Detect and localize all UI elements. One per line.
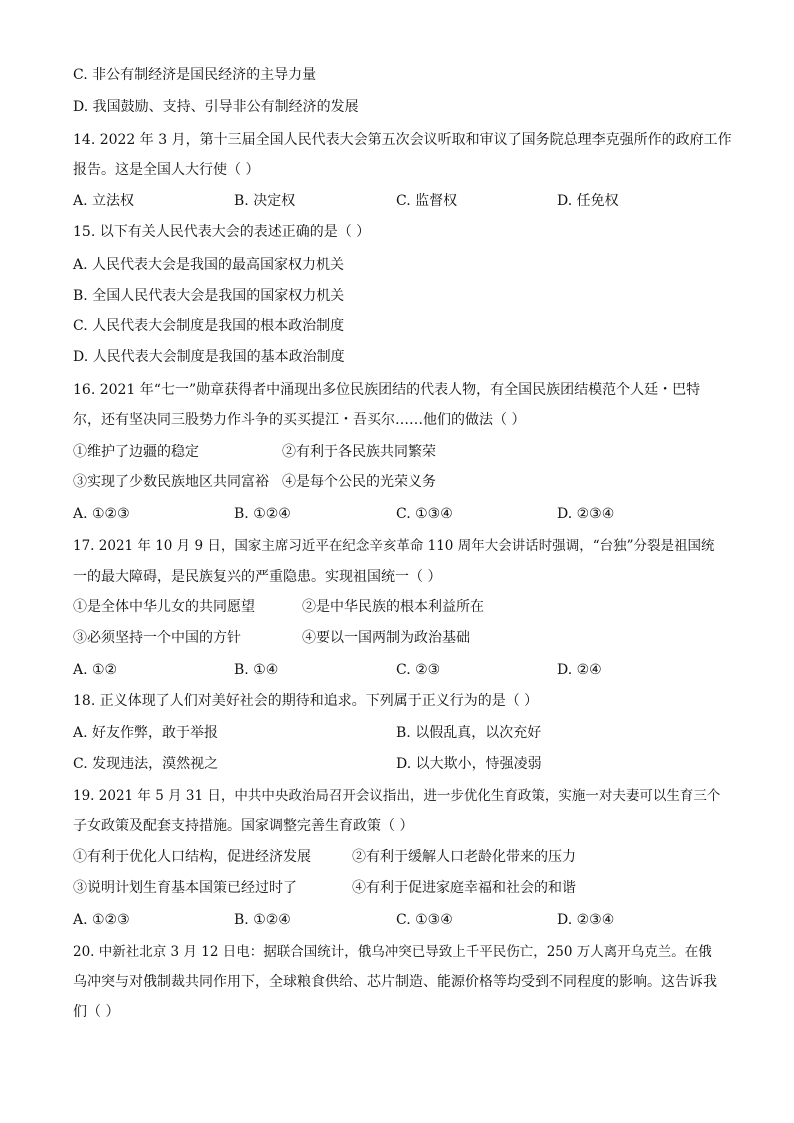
q13-option-c: C. 非公有制经济是国民经济的主导力量: [73, 67, 317, 83]
q16-option-c: C. ①③④: [396, 506, 453, 522]
q17-statement-1: ①是全体中华儿女的共同愿望: [73, 599, 255, 615]
q17-option-a: A. ①②: [73, 662, 118, 678]
q19-option-a: A. ①②③: [73, 912, 130, 928]
q16-options: [73, 503, 733, 525]
q20-stem-line3: 们（ ）: [73, 1004, 120, 1020]
q17-statement-3: ③必须坚持一个中国的方针: [73, 630, 241, 646]
q15-option-c: C. 人民代表大会制度是我国的根本政治制度: [73, 318, 345, 334]
q18-option-b: B. 以假乱真，以次充好: [396, 725, 542, 741]
q15-stem: 15. 以下有关人民代表大会的表述正确的是（ ）: [73, 224, 371, 240]
q19-statement-2: ②有利于缓解人口老龄化带来的压力: [352, 849, 576, 865]
q16-statements-row2: [73, 471, 733, 493]
q14-options: [73, 190, 733, 212]
q17-options: [73, 659, 733, 681]
q19-stem-line2: 子女政策及配套支持措施。国家调整完善生育政策（ ）: [73, 818, 414, 834]
q17-stem-line1: 17. 2021 年 10 月 9 日，国家主席习近平在纪念辛亥革命 110 周年大会讲话时强调，“台独”分裂是祖国统: [73, 538, 715, 554]
q14-option-c: C. 监督权: [396, 193, 458, 209]
q17-option-b: B. ①④: [234, 662, 279, 678]
q14-option-b: B. 决定权: [234, 193, 296, 209]
q18-stem: 18. 正义体现了人们对美好社会的期待和追求。下列属于正义行为的是（ ）: [73, 693, 539, 709]
q20-stem-line1: 20. 中新社北京 3 月 12 日电：据联合国统计，俄乌冲突已导致上千平民伤亡，250 万人离开乌克兰。在俄: [73, 944, 712, 960]
q19-statement-3: ③说明计划生育基本国策已经过时了: [73, 880, 297, 896]
q16-stem-line2: 尔，还有坚决同三股势力作斗争的买买提江・吾买尔……他们的做法（ ）: [73, 412, 526, 428]
q16-statement-1: ①维护了边疆的稳定: [73, 444, 199, 460]
q15-option-b: B. 全国人民代表大会是我国的国家权力机关: [73, 288, 345, 304]
q16-statement-2: ②有利于各民族共同繁荣: [282, 444, 436, 460]
q17-statement-2: ②是中华民族的根本利益所在: [302, 599, 484, 615]
q16-stem-line1: 16. 2021 年“七一”勋章获得者中涌现出多位民族团结的代表人物，有全国民族团结模范个人廷・巴特: [73, 382, 701, 398]
q17-statement-4: ④要以一国两制为政治基础: [302, 630, 470, 646]
q15-option-d: D. 人民代表大会制度是我国的基本政治制度: [73, 349, 345, 365]
q17-option-c: C. ②③: [396, 662, 441, 678]
q19-statements-row1: [73, 846, 733, 868]
q19-stem-line1: 19. 2021 年 5 月 31 日，中共中央政治局召开会议指出，进一步优化生育政策，实施一对夫妻可以生育三个: [73, 788, 721, 804]
q14-stem-line2: 报告。这是全国人大行使（ ）: [73, 162, 260, 178]
q17-statements-row2: [73, 627, 733, 649]
q17-statements-row1: [73, 596, 733, 618]
q18-option-a: A. 好友作弊，敢于举报: [73, 725, 219, 741]
q16-statement-4: ④是每个公民的光荣义务: [282, 474, 436, 490]
q19-options: [73, 909, 733, 931]
q18-option-c: C. 发现违法，漠然视之: [73, 756, 219, 772]
q18-option-d: D. 以大欺小，恃强凌弱: [396, 756, 542, 772]
q13-option-d: D. 我国鼓励、支持、引导非公有制经济的发展: [73, 99, 359, 115]
q16-statement-3: ③实现了少数民族地区共同富裕: [73, 474, 269, 490]
q17-stem-line2: 一的最大障碍，是民族复兴的严重隐患。实现祖国统一（ ）: [73, 569, 442, 585]
q19-option-d: D. ②③④: [557, 912, 615, 928]
q14-option-d: D. 任免权: [557, 193, 619, 209]
q16-option-a: A. ①②③: [73, 506, 130, 522]
q19-option-c: C. ①③④: [396, 912, 453, 928]
q17-option-d: D. ②④: [557, 662, 602, 678]
q14-option-a: A. 立法权: [73, 193, 135, 209]
q18-options-row1: [73, 722, 733, 744]
q16-option-b: B. ①②④: [234, 506, 291, 522]
q19-option-b: B. ①②④: [234, 912, 291, 928]
q15-option-a: A. 人民代表大会是我国的最高国家权力机关: [73, 257, 345, 273]
q16-statements-row1: [73, 441, 733, 463]
q14-stem-line1: 14. 2022 年 3 月，第十三届全国人民代表大会第五次会议听取和审议了国务院总理李克强所作的政府工作: [73, 132, 732, 148]
q18-options-row2: [73, 753, 733, 775]
q19-statements-row2: [73, 877, 733, 899]
q20-stem-line2: 乌冲突与对俄制裁共同作用下，全球粮食供给、芯片制造、能源价格等均受到不同程度的影响。这告诉我: [73, 974, 717, 990]
q19-statement-4: ④有利于促进家庭幸福和社会的和谐: [352, 880, 576, 896]
q19-statement-1: ①有利于优化人口结构，促进经济发展: [73, 849, 311, 865]
q16-option-d: D. ②③④: [557, 506, 615, 522]
